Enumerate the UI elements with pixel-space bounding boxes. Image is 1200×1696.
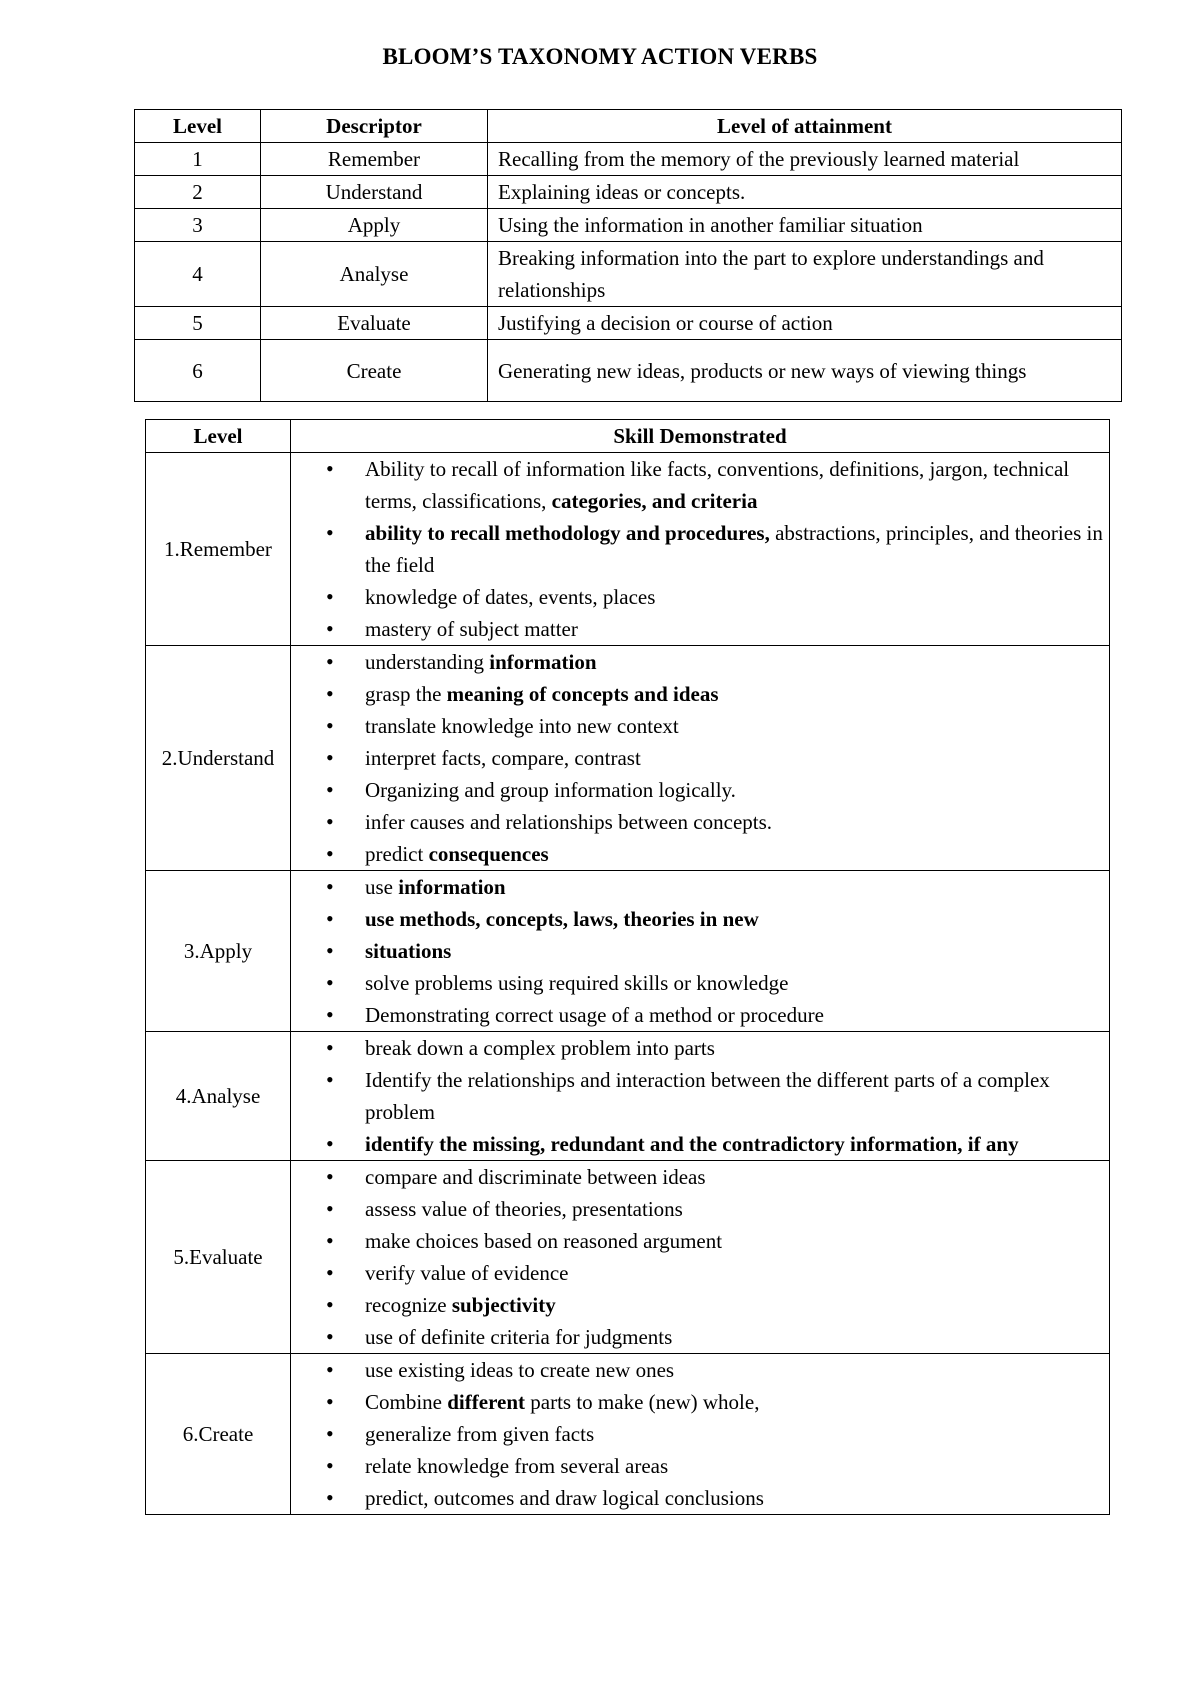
skill-list <box>291 871 1109 1031</box>
column-header-level: Level <box>146 420 291 453</box>
skill-item <box>291 1225 1109 1257</box>
skill-text-after: abstractions, principles, and theories in the field <box>365 521 1103 577</box>
skill-item <box>291 1032 1109 1064</box>
skill-text: Combine <box>365 1390 448 1414</box>
skill-text: solve problems using required skills or knowledge <box>365 971 789 995</box>
skill-item <box>291 1161 1109 1193</box>
skill-item <box>291 871 1109 903</box>
skill-item <box>291 742 1109 774</box>
level-cell: 2 <box>135 176 261 209</box>
document-title: BLOOM’S TAXONOMY ACTION VERBS <box>382 44 818 69</box>
skill-item <box>291 1418 1109 1450</box>
level-cell: 3.Apply <box>146 871 291 1032</box>
skill-bold-text: different <box>447 1390 526 1414</box>
table-row <box>135 176 1122 209</box>
level-cell: 4.Analyse <box>146 1032 291 1161</box>
level-cell: 2.Understand <box>146 646 291 871</box>
attainment-cell: Breaking information into the part to explore understandings and relationships <box>488 242 1122 307</box>
skill-item <box>291 774 1109 806</box>
skills-cell <box>291 1032 1110 1161</box>
skill-list <box>291 1032 1109 1160</box>
skills-cell <box>291 1354 1110 1515</box>
skill-text: recognize <box>365 1293 452 1317</box>
descriptor-cell: Remember <box>261 143 488 176</box>
column-header-attainment: Level of attainment <box>488 110 1122 143</box>
skill-text: Demonstrating correct usage of a method or procedure <box>365 1003 824 1027</box>
skill-bold-text: ability to recall methodology and procedures, <box>365 521 770 545</box>
skill-item <box>291 646 1109 678</box>
skills-table <box>145 419 1110 1515</box>
level-cell: 6 <box>135 340 261 402</box>
level-cell: 5.Evaluate <box>146 1161 291 1354</box>
skill-text: infer causes and relationships between concepts. <box>365 810 773 834</box>
skill-text: generalize from given facts <box>365 1422 595 1446</box>
skill-item <box>291 453 1109 517</box>
skill-text: understanding <box>365 650 490 674</box>
skill-item <box>291 1257 1109 1289</box>
attainment-cell: Recalling from the memory of the previously learned material <box>488 143 1122 176</box>
attainment-header-row <box>135 110 1122 143</box>
skill-text: Identify the relationships and interaction between the different parts of a complex problem <box>365 1068 1050 1124</box>
column-header-descriptor: Descriptor <box>261 110 488 143</box>
table-row <box>135 340 1122 402</box>
column-header-level: Level <box>135 110 261 143</box>
level-cell: 1.Remember <box>146 453 291 646</box>
skill-item <box>291 678 1109 710</box>
table-row <box>135 242 1122 307</box>
skill-item <box>291 935 1109 967</box>
table-row <box>146 871 1110 1032</box>
skill-list <box>291 453 1109 645</box>
skill-item <box>291 710 1109 742</box>
skill-bold-text: identify the missing, redundant and the contradictory information, if any <box>365 1132 1019 1156</box>
skill-list <box>291 646 1109 870</box>
skills-cell <box>291 453 1110 646</box>
attainment-cell: Explaining ideas or concepts. <box>488 176 1122 209</box>
level-cell: 1 <box>135 143 261 176</box>
descriptor-cell: Evaluate <box>261 307 488 340</box>
skill-bold-text: categories, and criteria <box>551 489 758 513</box>
skills-cell <box>291 646 1110 871</box>
skill-text: use of definite criteria for judgments <box>365 1325 673 1349</box>
skill-text: Organizing and group information logically. <box>365 778 736 802</box>
skill-bold-text: subjectivity <box>451 1293 556 1317</box>
skill-item <box>291 1450 1109 1482</box>
column-header-skill: Skill Demonstrated <box>291 420 1110 453</box>
descriptor-cell: Create <box>261 340 488 402</box>
table-row <box>135 307 1122 340</box>
table-row <box>146 1354 1110 1515</box>
skill-item <box>291 999 1109 1031</box>
skill-text: assess value of theories, presentations <box>365 1197 683 1221</box>
descriptor-cell: Apply <box>261 209 488 242</box>
table-row <box>135 143 1122 176</box>
skill-text: relate knowledge from several areas <box>365 1454 669 1478</box>
level-cell: 6.Create <box>146 1354 291 1515</box>
table-row <box>146 1032 1110 1161</box>
skill-item <box>291 1354 1109 1386</box>
skill-item <box>291 517 1109 581</box>
skill-text: grasp the <box>365 682 447 706</box>
attainment-table <box>134 109 1122 402</box>
skills-cell <box>291 871 1110 1032</box>
skill-bold-text: situations <box>365 939 452 963</box>
skill-list <box>291 1354 1109 1514</box>
skill-bold-text: consequences <box>428 842 549 866</box>
descriptor-cell: Analyse <box>261 242 488 307</box>
skill-item <box>291 1064 1109 1128</box>
skill-text: predict, outcomes and draw logical conclusions <box>365 1486 764 1510</box>
skill-text: knowledge of dates, events, places <box>365 585 656 609</box>
skill-bold-text: use methods, concepts, laws, theories in new <box>365 907 759 931</box>
skill-item <box>291 1321 1109 1353</box>
skill-item <box>291 1386 1109 1418</box>
skill-bold-text: information <box>489 650 597 674</box>
skill-item <box>291 838 1109 870</box>
attainment-cell: Using the information in another familiar situation <box>488 209 1122 242</box>
table-row <box>146 646 1110 871</box>
skill-bold-text: information <box>398 875 506 899</box>
skill-item <box>291 1128 1109 1160</box>
skill-text: mastery of subject matter <box>365 617 578 641</box>
table-row <box>146 453 1110 646</box>
level-cell: 3 <box>135 209 261 242</box>
skill-item <box>291 1289 1109 1321</box>
level-cell: 5 <box>135 307 261 340</box>
descriptor-cell: Understand <box>261 176 488 209</box>
skill-text: make choices based on reasoned argument <box>365 1229 723 1253</box>
attainment-cell: Generating new ideas, products or new ways of viewing things <box>488 340 1122 402</box>
level-cell: 4 <box>135 242 261 307</box>
skill-text: translate knowledge into new context <box>365 714 679 738</box>
skill-item <box>291 1482 1109 1514</box>
skill-item <box>291 806 1109 838</box>
table-row <box>135 209 1122 242</box>
skill-bold-text: meaning of concepts and ideas <box>446 682 719 706</box>
skill-text: use existing ideas to create new ones <box>365 1358 675 1382</box>
skill-item <box>291 1193 1109 1225</box>
skills-cell <box>291 1161 1110 1354</box>
attainment-cell: Justifying a decision or course of action <box>488 307 1122 340</box>
skill-text: verify value of evidence <box>365 1261 569 1285</box>
skills-header-row <box>146 420 1110 453</box>
skill-item <box>291 581 1109 613</box>
skill-item <box>291 903 1109 935</box>
skill-text: compare and discriminate between ideas <box>365 1165 706 1189</box>
skill-text-after: parts to make (new) whole, <box>525 1390 760 1414</box>
skill-item <box>291 613 1109 645</box>
table-row <box>146 1161 1110 1354</box>
skill-text: break down a complex problem into parts <box>365 1036 715 1060</box>
skill-text: use <box>365 875 399 899</box>
skill-list <box>291 1161 1109 1353</box>
skill-item <box>291 967 1109 999</box>
skill-text: Ability to recall of information like facts, conventions, definitions, jargon, technical terms, classifications, <box>365 457 1070 513</box>
skill-text: interpret facts, compare, contrast <box>365 746 641 770</box>
skill-text: predict <box>365 842 429 866</box>
